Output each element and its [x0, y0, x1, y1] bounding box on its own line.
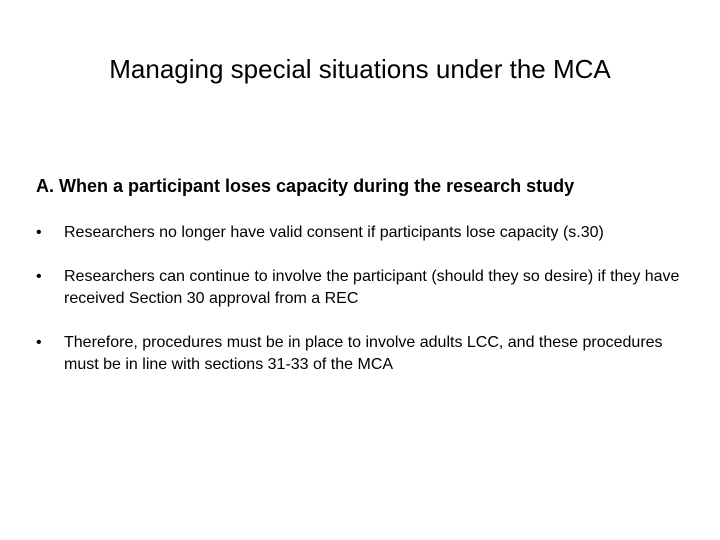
bullet-item — [36, 332, 696, 376]
bullet-dot-icon: • — [36, 334, 42, 351]
bullet-text: Therefore, procedures must be in place to involve adults LCC, and these procedures must be in line with sections 31-33 of the MCA — [64, 334, 663, 373]
bullet-dot-icon: • — [36, 268, 42, 285]
bullet-text: Researchers can continue to involve the participant (should they so desire) if they have received Section 30 approval from a REC — [64, 268, 680, 307]
section-heading: A. When a participant loses capacity during the research study — [36, 176, 575, 196]
bullet-text: Researchers no longer have valid consent if participants lose capacity (s.30) — [64, 224, 604, 241]
slide-title: Managing special situations under the MCA — [109, 54, 611, 84]
bullet-item — [36, 222, 696, 244]
bullet-dot-icon: • — [36, 224, 42, 241]
bullet-list — [36, 222, 696, 398]
bullet-item — [36, 266, 696, 310]
